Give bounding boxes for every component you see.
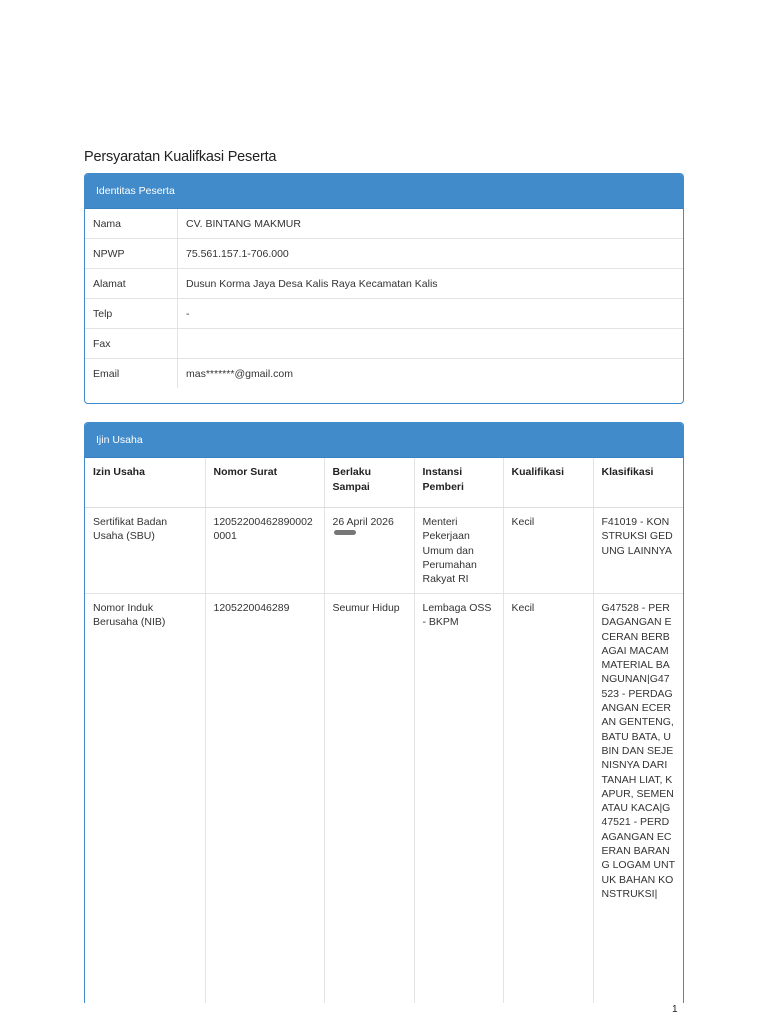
kualifikasi-cell: Kecil <box>503 594 593 1004</box>
table-row <box>85 329 683 359</box>
ijin-usaha-table <box>85 458 683 1003</box>
table-header-row <box>85 458 683 508</box>
row-value: mas*******@gmail.com <box>178 359 684 389</box>
ijin-usaha-panel-heading: Ijin Usaha <box>85 423 683 458</box>
table-row <box>85 239 683 269</box>
status-badge <box>334 530 356 535</box>
ijin-usaha-panel <box>84 422 684 1003</box>
column-header: Klasifikasi <box>593 458 683 508</box>
row-label: Fax <box>85 329 178 359</box>
identity-table <box>85 209 683 388</box>
page-title: Persyaratan Kualifkasi Peserta <box>84 149 277 165</box>
row-value <box>178 329 684 359</box>
izin-usaha-cell: Nomor Induk Berusaha (NIB) <box>85 594 205 1004</box>
nomor-surat-cell: 12052200462890002 0001 <box>205 508 324 594</box>
table-row <box>85 269 683 299</box>
identity-panel-heading: Identitas Peserta <box>85 174 683 209</box>
izin-usaha-cell: Sertifikat Badan Usaha (SBU) <box>85 508 205 594</box>
table-row <box>85 594 683 1004</box>
klasifikasi-cell: F41019 - KONSTRUKSI GEDUNG LAINNYA <box>593 508 683 594</box>
berlaku-sampai-cell: Seumur Hidup <box>324 594 414 1004</box>
berlaku-sampai-cell <box>324 508 414 594</box>
table-row <box>85 359 683 389</box>
nomor-surat-cell: 1205220046289 <box>205 594 324 1004</box>
instansi-pemberi-cell: Menteri Pekerjaan Umum dan Perumahan Rakyat RI <box>414 508 503 594</box>
row-label: Email <box>85 359 178 389</box>
row-label: Telp <box>85 299 178 329</box>
table-row <box>85 299 683 329</box>
klasifikasi-cell: G47528 - PERDAGANGAN ECERAN BERBAGAI MACAM MATERIAL BANGUNAN|G47523 - PERDAGANGAN ECERAN GENTENG, BATU BATA, UBIN DAN SEJENISNYA DARI TANAH LIAT, KAPUR, SEMEN ATAU KACA|G47521 - PERDAGANGAN ECERAN BARANG LOGAM UNTUK BAHAN KONSTRUKSI| <box>593 594 683 1004</box>
instansi-pemberi-cell: Lembaga OSS - BKPM <box>414 594 503 1004</box>
kualifikasi-cell: Kecil <box>503 508 593 594</box>
column-header: Nomor Surat <box>205 458 324 508</box>
table-row <box>85 508 683 594</box>
row-value: Dusun Korma Jaya Desa Kalis Raya Kecamatan Kalis <box>178 269 684 299</box>
column-header: Instansi Pemberi <box>414 458 503 508</box>
row-value: CV. BINTANG MAKMUR <box>186 217 301 230</box>
column-header: Izin Usaha <box>85 458 205 508</box>
row-label: NPWP <box>85 239 178 269</box>
berlaku-sampai-value: 26 April 2026 <box>332 516 394 528</box>
row-value: 75.561.157.1-706.000 <box>178 239 684 269</box>
row-label: Nama <box>85 209 178 239</box>
column-header: Berlaku Sampai <box>324 458 414 508</box>
row-label: Alamat <box>85 269 178 299</box>
row-value: - <box>178 299 684 329</box>
table-row <box>85 209 683 239</box>
page-number: 1 <box>672 1004 678 1015</box>
identity-panel <box>84 173 684 404</box>
column-header: Kualifikasi <box>503 458 593 508</box>
